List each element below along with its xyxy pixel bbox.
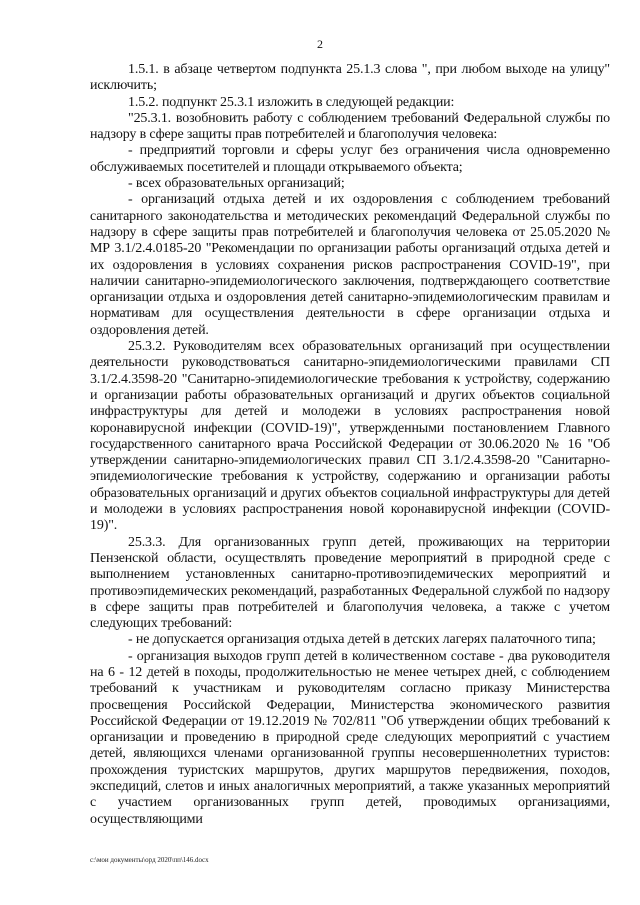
paragraph-25-3-2: 25.3.2. Руководителям всех образовательных организаций при осуществлении деятельности руководствоваться санитарно-эпидемиологическими правилами СП 3.1/2.4.3598-20 "Санитарно-эпидемиологические требования к устройству, содержанию и организации работы образовательных организаций и других объектов социальной инфраструктуры для детей и молодежи в условиях распространения новой коронавирусной инфекции (COVID-19)", утвержденными постановлением Главного государственного санитарного врача Российской Федерации от 30.06.2020 № 16 "Об утверждении санитарно-эпидемиологических правил СП 3.1/2.4.3598-20 "Санитарно-эпидемиологические требования к устройству, содержанию и организации работы образовательных организаций и других объектов социальной инфраструктуры для детей и молодежи в условиях распространения новой коронавирусной инфекции (COVID-19)". (90, 339, 610, 534)
paragraph-1-5-2: 1.5.2. подпункт 25.3.1 изложить в следующей редакции: (128, 94, 455, 110)
paragraph-1-5-1: 1.5.1. в абзаце четвертом подпункта 25.1.3 слова ", при любом выходе на улицу" исключить; (90, 62, 610, 94)
list-item-education: - всех образовательных организаций; (128, 176, 345, 192)
list-item-hikes: - организация выходов групп детей в количественном составе - два руководителя на 6 - 12 детей в походы, продолжительностью не менее четырех дней, с соблюдением требований к участникам и руководителям согласно приказу Министерства просвещения Российской Федерации, Министерства экономического развития Российской Федерации от 19.12.2019 № 702/811 "Об утверждении общих требований к организации и проведению в природной среде следующих мероприятий с участием детей, являющихся членами организованной группы несовершеннолетних туристов: прохождения туристских маршрутов, других маршрутов передвижения, походов, экспедиций, слетов и иных аналогичных мероприятий, а также указанных мероприятий с участием организованных групп детей, проводимых организациями, осуществляющими (90, 648, 610, 827)
paragraph-25-3-1: "25.3.1. возобновить работу с соблюдением требований Федеральной службы по надзору в сфере защиты прав потребителей и благополучия человека: (90, 110, 610, 143)
list-item-tent-camps: - не допускается организация отдыха детей в детских лагерях палаточного типа; (128, 632, 596, 648)
page-number: 2 (317, 37, 323, 51)
footer-file-path: c:\мои документы\орд 2020\пп\146.docx (90, 856, 209, 864)
document-body (90, 62, 610, 828)
list-item-trade: - предприятий торговли и сферы услуг без ограничения числа одновременно обслуживаемых посетителей и площади открываемого объекта; (90, 143, 610, 175)
paragraph-25-3-3: 25.3.3. Для организованных групп детей, проживающих на территории Пензенской области, осуществлять проведение мероприятий в природной среде с выполнением установленных санитарно-противоэпидемических мероприятий и противоэпидемических рекомендаций, разработанных Федеральной службой по надзору в сфере защиты прав потребителей и благополучия человека, а также с учетом следующих требований: (90, 534, 610, 632)
list-item-recreation: - организаций отдыха детей и их оздоровления с соблюдением требований санитарного законодательства и методических рекомендаций Федеральной службы по надзору в сфере защиты прав потребителей и благополучия человека от 25.05.2020 № МР 3.1/2.4.0185-20 "Рекомендации по организации работы организаций отдыха детей и их оздоровления в условиях сохранения рисков распространения COVID-19", при наличии санитарно-эпидемиологического заключения, подтверждающего соответствие организации отдыха и оздоровления детей санитарно-эпидемиологическим правилам и нормативам для осуществления деятельности в сфере организации отдыха и оздоровления детей. (90, 192, 610, 338)
